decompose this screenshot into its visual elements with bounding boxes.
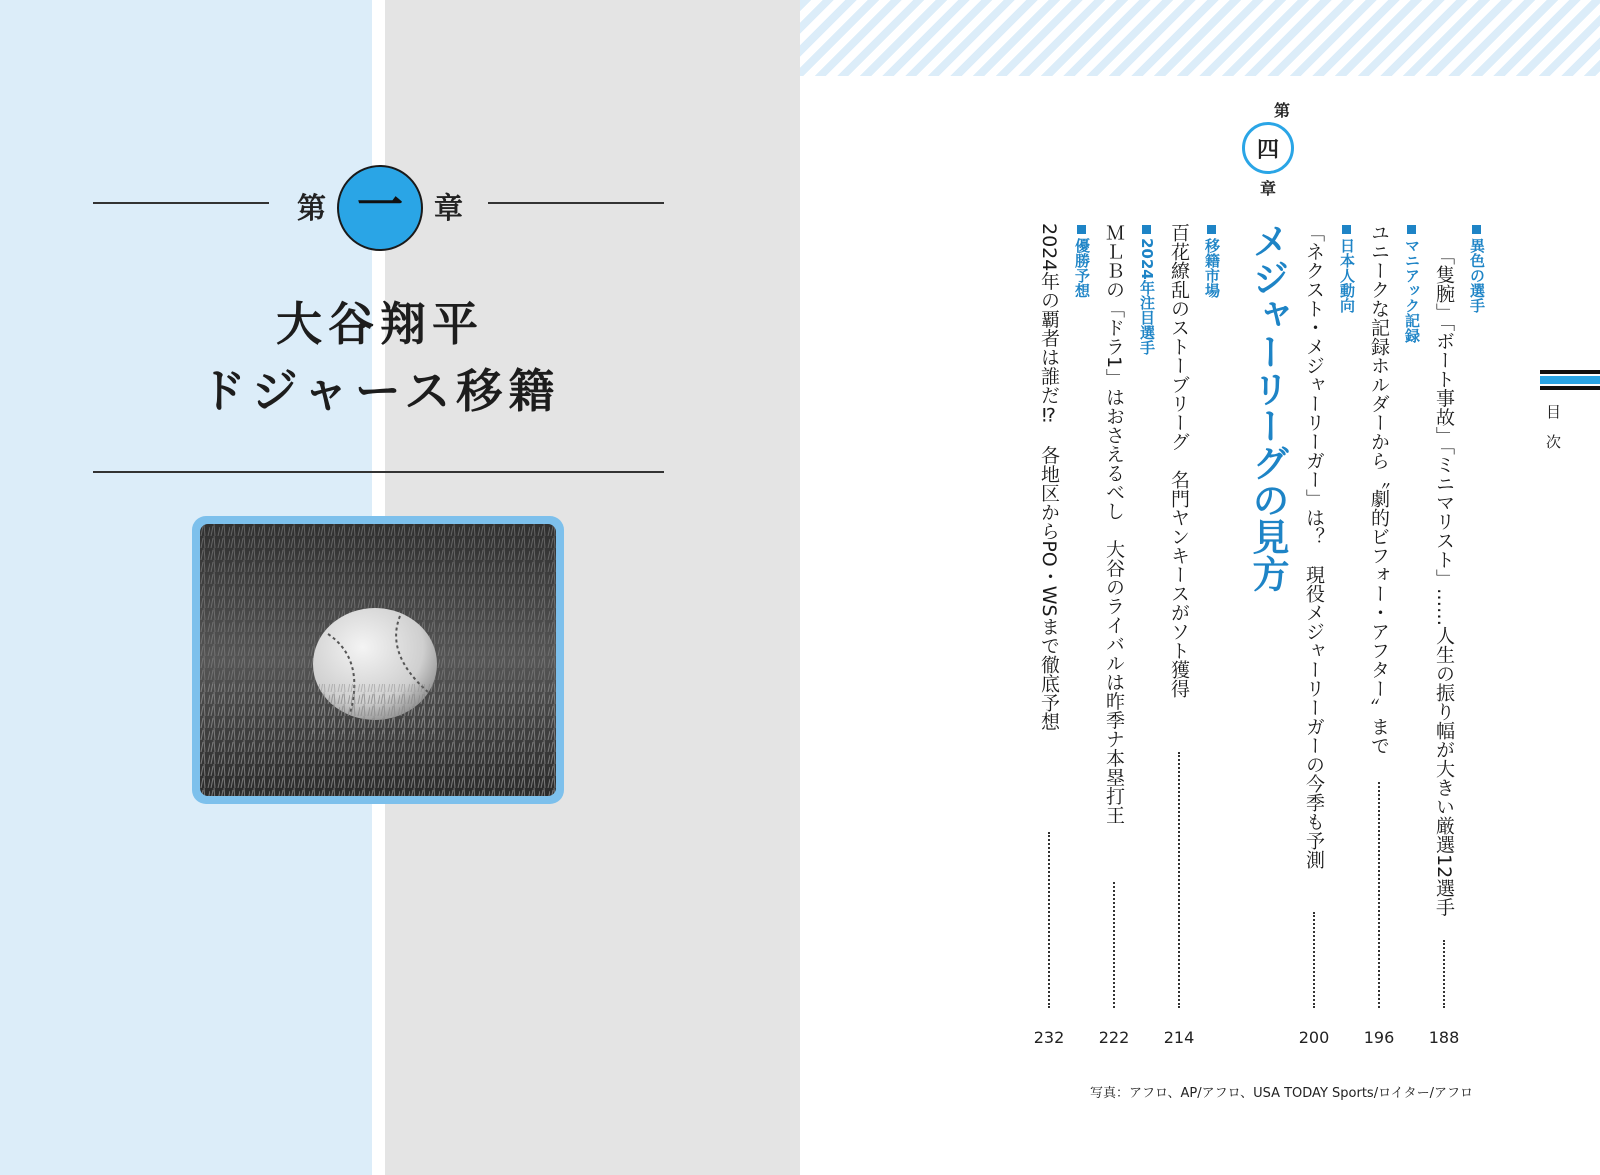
right-page — [800, 0, 1600, 1175]
header-stripes — [800, 0, 1600, 76]
index-label: 目 次 — [1544, 404, 1562, 449]
chapter-title-line2: ドジャース移籍 — [199, 364, 561, 418]
entry6-page: 232 — [1033, 1028, 1065, 1047]
entry2-text: ユニークな記録ホルダーから〝劇的ビフォー・アフター〟まで — [1368, 223, 1390, 755]
entry2-leader — [1378, 782, 1380, 1008]
entry4-page: 214 — [1163, 1028, 1195, 1047]
entry6-marker — [1077, 225, 1086, 234]
chapter-number: 一 — [357, 178, 403, 232]
index-tab-bar-bottom — [1540, 386, 1600, 390]
chapter-title-line1: 大谷翔平 — [276, 297, 484, 351]
entry4-category: 移籍市場 — [1203, 238, 1221, 298]
entry5-text: ＭＬＢの「ドラ1」はおさえるべし 大谷のライバルは昨季ナ本塁打王 — [1103, 223, 1125, 825]
chapter4-suffix: 章 — [1259, 179, 1276, 198]
chapter-number-badge — [337, 165, 423, 251]
chapter-rule-left — [93, 202, 269, 204]
entry5-leader — [1113, 882, 1115, 1008]
entry1-category: 異色の選手 — [1468, 238, 1486, 313]
chapter4-prefix: 第 — [1273, 101, 1290, 120]
photo-credit: 写真：アフロ、AP/アフロ、USA TODAY Sports/ロイター/アフロ — [1090, 1086, 1474, 1101]
entry6-leader — [1048, 832, 1050, 1008]
entry1-leader — [1443, 940, 1445, 1008]
entry6-text: 2024年の覇者は誰だ⁉ 各地区からPO・WSまで徹底予想 — [1038, 223, 1060, 731]
entry3-leader — [1313, 912, 1315, 1008]
entry3-text: 「ネクスト・メジャーリーガー」は？ 現役メジャーリーガーの今季も予測 — [1303, 223, 1325, 869]
entry1-text: 「隻腕」「ボート事故」「ミニマリスト」……人生の振り幅が大きい厳選12選手 — [1433, 246, 1455, 917]
entry2-category: マニアック記録 — [1403, 238, 1421, 343]
entry5-marker — [1142, 225, 1151, 234]
chapter4-title: メジャーリーグの見方 — [1246, 222, 1289, 592]
chapter-prefix: 第 — [297, 191, 327, 225]
chapter-suffix: 章 — [434, 191, 464, 225]
entry5-page: 222 — [1098, 1028, 1130, 1047]
chapter4-number: 四 — [1256, 137, 1279, 163]
index-tab-accent — [1540, 376, 1600, 384]
entry2-page: 196 — [1363, 1028, 1395, 1047]
chapter-rule-right — [488, 202, 664, 204]
entry4-marker — [1207, 225, 1216, 234]
entry6-category: 優勝予想 — [1073, 238, 1091, 298]
entry2-marker — [1407, 225, 1416, 234]
entry5-category: 2024年注目選手 — [1138, 238, 1156, 355]
entry3-category: 日本人動向 — [1338, 238, 1356, 313]
chapter4-badge — [1242, 122, 1294, 174]
entry4-text: 百花繚乱のストーブリーグ 名門ヤンキースがソト獲得 — [1168, 223, 1190, 698]
baseball-photo-frame — [192, 516, 564, 804]
baseball-photo — [200, 524, 556, 796]
index-tab-bar-top — [1540, 370, 1600, 374]
entry3-marker — [1342, 225, 1351, 234]
title-rule — [93, 471, 664, 473]
entry3-page: 200 — [1298, 1028, 1330, 1047]
entry4-leader — [1178, 752, 1180, 1008]
entry1-marker — [1472, 225, 1481, 234]
baseball-on-grass-image — [200, 524, 556, 796]
entry1-page: 188 — [1428, 1028, 1460, 1047]
